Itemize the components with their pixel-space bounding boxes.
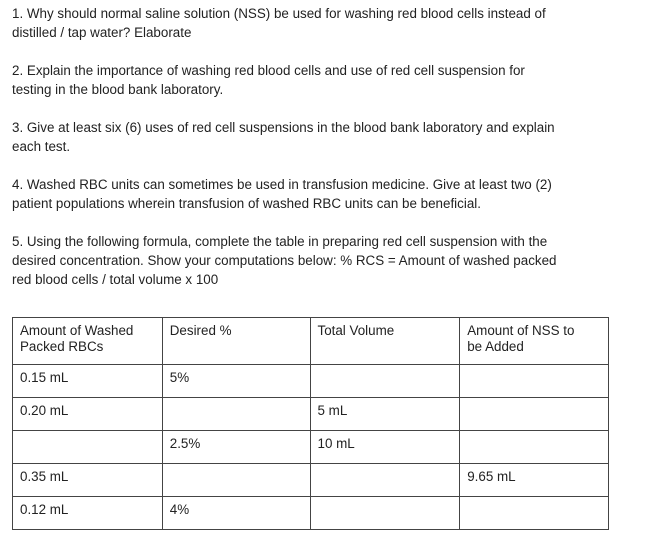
header-text: Packed RBCs: [20, 339, 104, 354]
question-5: [12, 232, 622, 289]
question-list: [12, 4, 622, 308]
table-row: [13, 431, 609, 464]
table-cell: 5 mL: [310, 398, 460, 431]
table-cell: 9.65 mL: [460, 464, 609, 497]
rcs-table: [12, 317, 609, 530]
table-cell: 4%: [162, 497, 310, 530]
question-4: [12, 175, 622, 213]
question-3: [12, 118, 622, 156]
table-header-row: [13, 318, 609, 365]
table-cell: 0.35 mL: [13, 464, 163, 497]
question-text-line: patient populations wherein transfusion of washed RBC units can be beneficial.: [12, 196, 481, 211]
table-cell: [460, 431, 609, 464]
table-row: [13, 497, 609, 530]
table-cell: [460, 497, 609, 530]
header-cell-desired-percent: [162, 318, 310, 365]
table-cell: 0.15 mL: [13, 365, 163, 398]
table-row: [13, 365, 609, 398]
table-cell: [162, 464, 310, 497]
question-text-line: red blood cells / total volume x 100: [12, 272, 219, 287]
table-cell: [460, 398, 609, 431]
table-cell: [310, 365, 460, 398]
header-text: Amount of Washed: [20, 323, 134, 338]
table-cell: [310, 497, 460, 530]
header-cell-total-volume: [310, 318, 460, 365]
header-text: be Added: [467, 339, 524, 354]
question-text-line: distilled / tap water? Elaborate: [12, 25, 192, 40]
question-text-line: 3. Give at least six (6) uses of red cell suspensions in the blood bank laboratory and explain: [12, 120, 555, 135]
table-cell: 5%: [162, 365, 310, 398]
question-text-line: 1. Why should normal saline solution (NSS) be used for washing red blood cells instead of: [12, 6, 546, 21]
question-2: [12, 61, 622, 99]
table-cell: 0.12 mL: [13, 497, 163, 530]
table-row: [13, 398, 609, 431]
header-text: Desired %: [169, 323, 232, 338]
question-text-line: 5. Using the following formula, complete the table in preparing red cell suspension with the: [12, 234, 548, 249]
question-text-line: desired concentration. Show your computations below: % RCS = Amount of washed packed: [12, 253, 557, 268]
question-1: [12, 4, 622, 42]
header-text: Amount of NSS to: [467, 323, 575, 338]
question-text-line: testing in the blood bank laboratory.: [12, 82, 224, 97]
question-text-line: 4. Washed RBC units can sometimes be used in transfusion medicine. Give at least two (2): [12, 177, 552, 192]
table-cell: 2.5%: [162, 431, 310, 464]
table-cell: [460, 365, 609, 398]
table-row: [13, 464, 609, 497]
question-text-line: 2. Explain the importance of washing red blood cells and use of red cell suspension for: [12, 63, 525, 78]
table-cell: 10 mL: [310, 431, 460, 464]
header-text: Total Volume: [317, 323, 395, 338]
question-text-line: each test.: [12, 139, 71, 154]
header-cell-nss-added: [460, 318, 609, 365]
table-cell: [162, 398, 310, 431]
table-cell: [310, 464, 460, 497]
header-cell-washed-rbc: [13, 318, 163, 365]
table-cell: 0.20 mL: [13, 398, 163, 431]
table-cell: [13, 431, 163, 464]
